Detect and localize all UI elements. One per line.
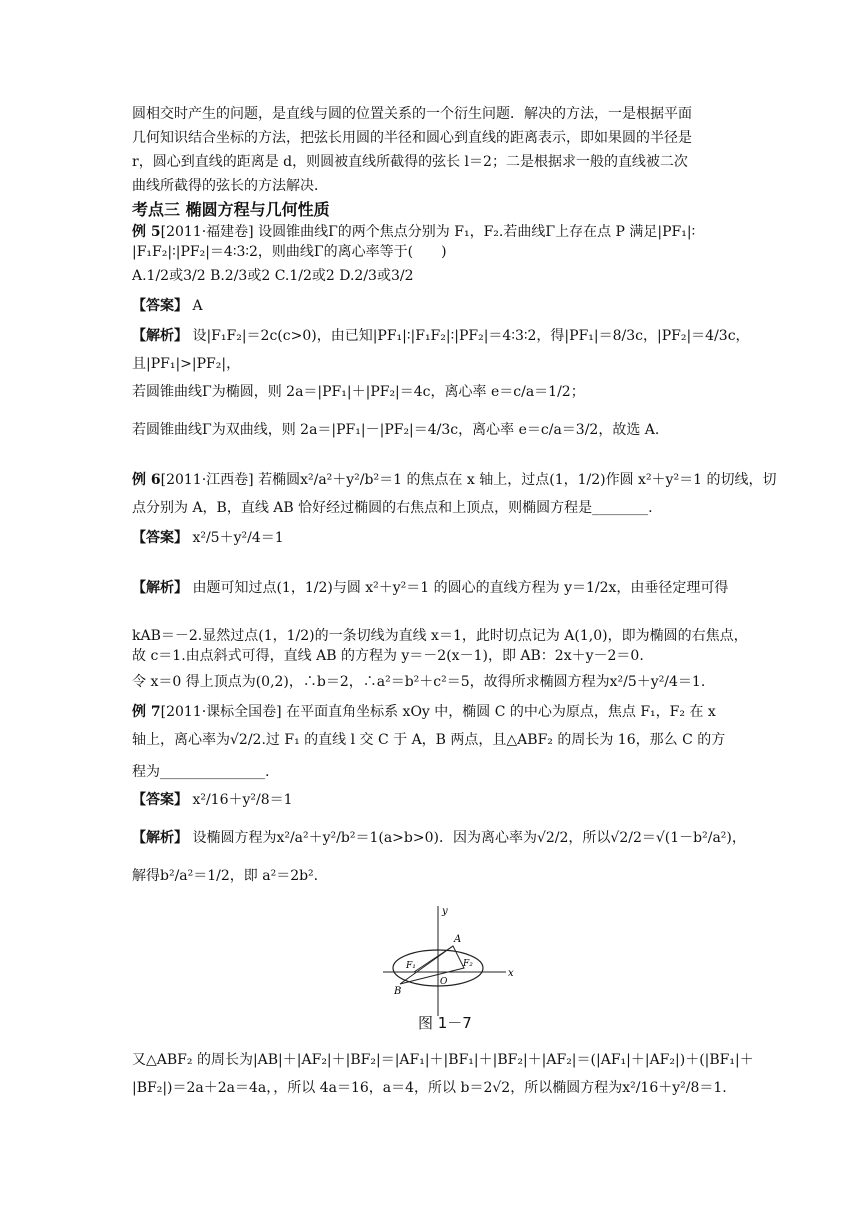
label-y: y <box>442 906 448 917</box>
intro-line-2: 几何知识结合坐标的方法，把弦长用圆的半径和圆心到直线的距离表示，即如果圆的半径是 <box>132 130 692 146</box>
ex5-text1: 设圆锥曲线Γ的两个焦点分别为 F₁，F₂.若曲线Γ上存在点 P 满足|PF₁|∶ <box>258 224 696 240</box>
ex6-analysis4: 令 x＝0 得上顶点为(0,2)，∴b＝2，∴a²＝b²＋c²＝5，故得所求椭圆方程为x²/5＋y²/4＝1. <box>132 674 706 690</box>
intro-line-1: 圆相交时产生的问题，是直线与圆的位置关系的一个衍生问题．解决的方法，一是根据平面 <box>132 106 692 122</box>
ex5-text2: |F₁F₂|∶|PF₂|＝4∶3∶2，则曲线Γ的离心率等于( ) <box>132 244 447 260</box>
ex5-analysis3: 若圆锥曲线Γ为椭圆，则 2a＝|PF₁|＋|PF₂|＝4c，离心率 e＝c/a＝1/2； <box>132 384 585 400</box>
label-b: B <box>394 986 402 997</box>
ex7-line-1 <box>132 702 732 722</box>
ex7-analysis1: 设椭圆方程为x²/a²＋y²/b²＝1(a>b>0)．因为离心率为√2/2，所以√2/2＝√(1－b²/a²)， <box>192 830 746 846</box>
ex6-answer-value: x²/5＋y²/4＝1 <box>192 530 284 546</box>
ex5-line-1 <box>132 222 732 242</box>
ex5-answer-value: A <box>192 298 203 314</box>
label-x: x <box>508 968 514 979</box>
ex7-text1: 在平面直角坐标系 xOy 中，椭圆 C 的中心为原点，焦点 F₁，F₂ 在 x <box>286 704 716 720</box>
ex7-answer <box>132 790 732 810</box>
ex7-final1: 又△ABF₂ 的周长为|AB|＋|AF₂|＋|BF₂|＝|AF₁|＋|BF₁|＋|BF₂|＋|AF₂|＝(|AF₁|＋|AF₂|)＋(|BF₁|＋ <box>132 1052 754 1068</box>
ex7-label: 例 7 <box>132 704 161 720</box>
ex7-answer-label: 【答案】 <box>132 792 188 808</box>
ex5-options: A.1/2或3/2 B.2/3或2 C.1/2或2 D.2/3或3/2 <box>132 268 414 284</box>
label-a: A <box>454 934 462 945</box>
ex7-source: [2011·课标全国卷] <box>160 704 282 720</box>
ex5-answer-label: 【答案】 <box>132 298 188 314</box>
ex6-text1: 若椭圆x²/a²＋y²/b²＝1 的焦点在 x 轴上，过点(1，1/2)作圆 x²＋y²＝1 的切线，切 <box>258 472 777 488</box>
ex6-label: 例 6 <box>132 472 161 488</box>
intro-line-4: 曲线所截得的弦长的方法解决． <box>132 178 328 194</box>
ex5-analysis1: 设|F₁F₂|＝2c(c>0)，由已知|PF₁|∶|F₁F₂|∶|PF₂|＝4∶3∶2，得|PF₁|＝8/3c，|PF₂|＝4/3c， <box>192 328 750 344</box>
ex6-analysis2: kAB＝－2.显然过点(1，1/2)的一条切线为直线 x＝1，此时切点记为 A(1,0)，即为椭圆的右焦点， <box>132 628 748 644</box>
ex6-answer-label: 【答案】 <box>132 530 188 546</box>
ex5-analysis-label: 【解析】 <box>132 328 188 344</box>
ex7-text2: 轴上，离心率为√2/2.过 F₁ 的直线 l 交 C 于 A，B 两点，且△ABF₂ 的周长为 16，那么 C 的方 <box>132 732 726 748</box>
ex7-final2: |BF₂|)＝2a＋2a＝4a，，所以 4a＝16，a＝4，所以 b＝2√2，所以椭圆方程为x²/16＋y²/8＝1. <box>132 1080 727 1096</box>
ex6-analysis-1 <box>132 578 732 598</box>
ex6-text2: 点分别为 A，B，直线 AB 恰好经过椭圆的右焦点和上顶点，则椭圆方程是________. <box>132 500 653 516</box>
ellipse-diagram <box>378 898 528 1018</box>
label-f2: F₂ <box>463 959 473 969</box>
ex6-answer <box>132 528 732 548</box>
ex5-answer <box>132 296 732 316</box>
ex7-text3: 程为_______________. <box>132 764 270 780</box>
label-f1: F₁ <box>406 961 416 971</box>
ex5-analysis2: 且|PF₁|>|PF₂|， <box>132 356 241 372</box>
ex5-label: 例 5 <box>132 224 161 240</box>
ex5-analysis4: 若圆锥曲线Γ为双曲线，则 2a＝|PF₁|－|PF₂|＝4/3c，离心率 e＝c/a＝3/2，故选 A. <box>132 422 660 438</box>
ex6-analysis-label: 【解析】 <box>132 580 188 596</box>
ex5-analysis-1 <box>132 326 750 346</box>
ex7-analysis2: 解得b²/a²＝1/2，即 a²＝2b². <box>132 868 319 884</box>
figure-caption: 图 1－7 <box>418 1014 472 1032</box>
ex6-source: [2011·江西卷] <box>160 472 254 488</box>
ex5-source: [2011·福建卷] <box>160 224 254 240</box>
label-o: O <box>440 977 448 987</box>
ex7-answer-value: x²/16＋y²/8＝1 <box>192 792 293 808</box>
ex6-line-1 <box>132 470 777 490</box>
ex6-analysis3: 故 c＝1.由点斜式可得，直线 AB 的方程为 y＝－2(x－1)，即 AB：2x＋y－2＝0. <box>132 648 644 664</box>
ex6-analysis1: 由题可知过点(1，1/2)与圆 x²＋y²＝1 的圆心的直线方程为 y＝1/2x，由垂径定理可得 <box>192 580 729 596</box>
ex7-analysis-1 <box>132 828 746 848</box>
intro-line-3: r，圆心到直线的距离是 d，则圆被直线所截得的弦长 l＝2；二是根据求一般的直线被二次 <box>132 154 688 170</box>
section-title: 考点三 椭圆方程与几何性质 <box>132 200 330 219</box>
ex7-analysis-label: 【解析】 <box>132 830 188 846</box>
